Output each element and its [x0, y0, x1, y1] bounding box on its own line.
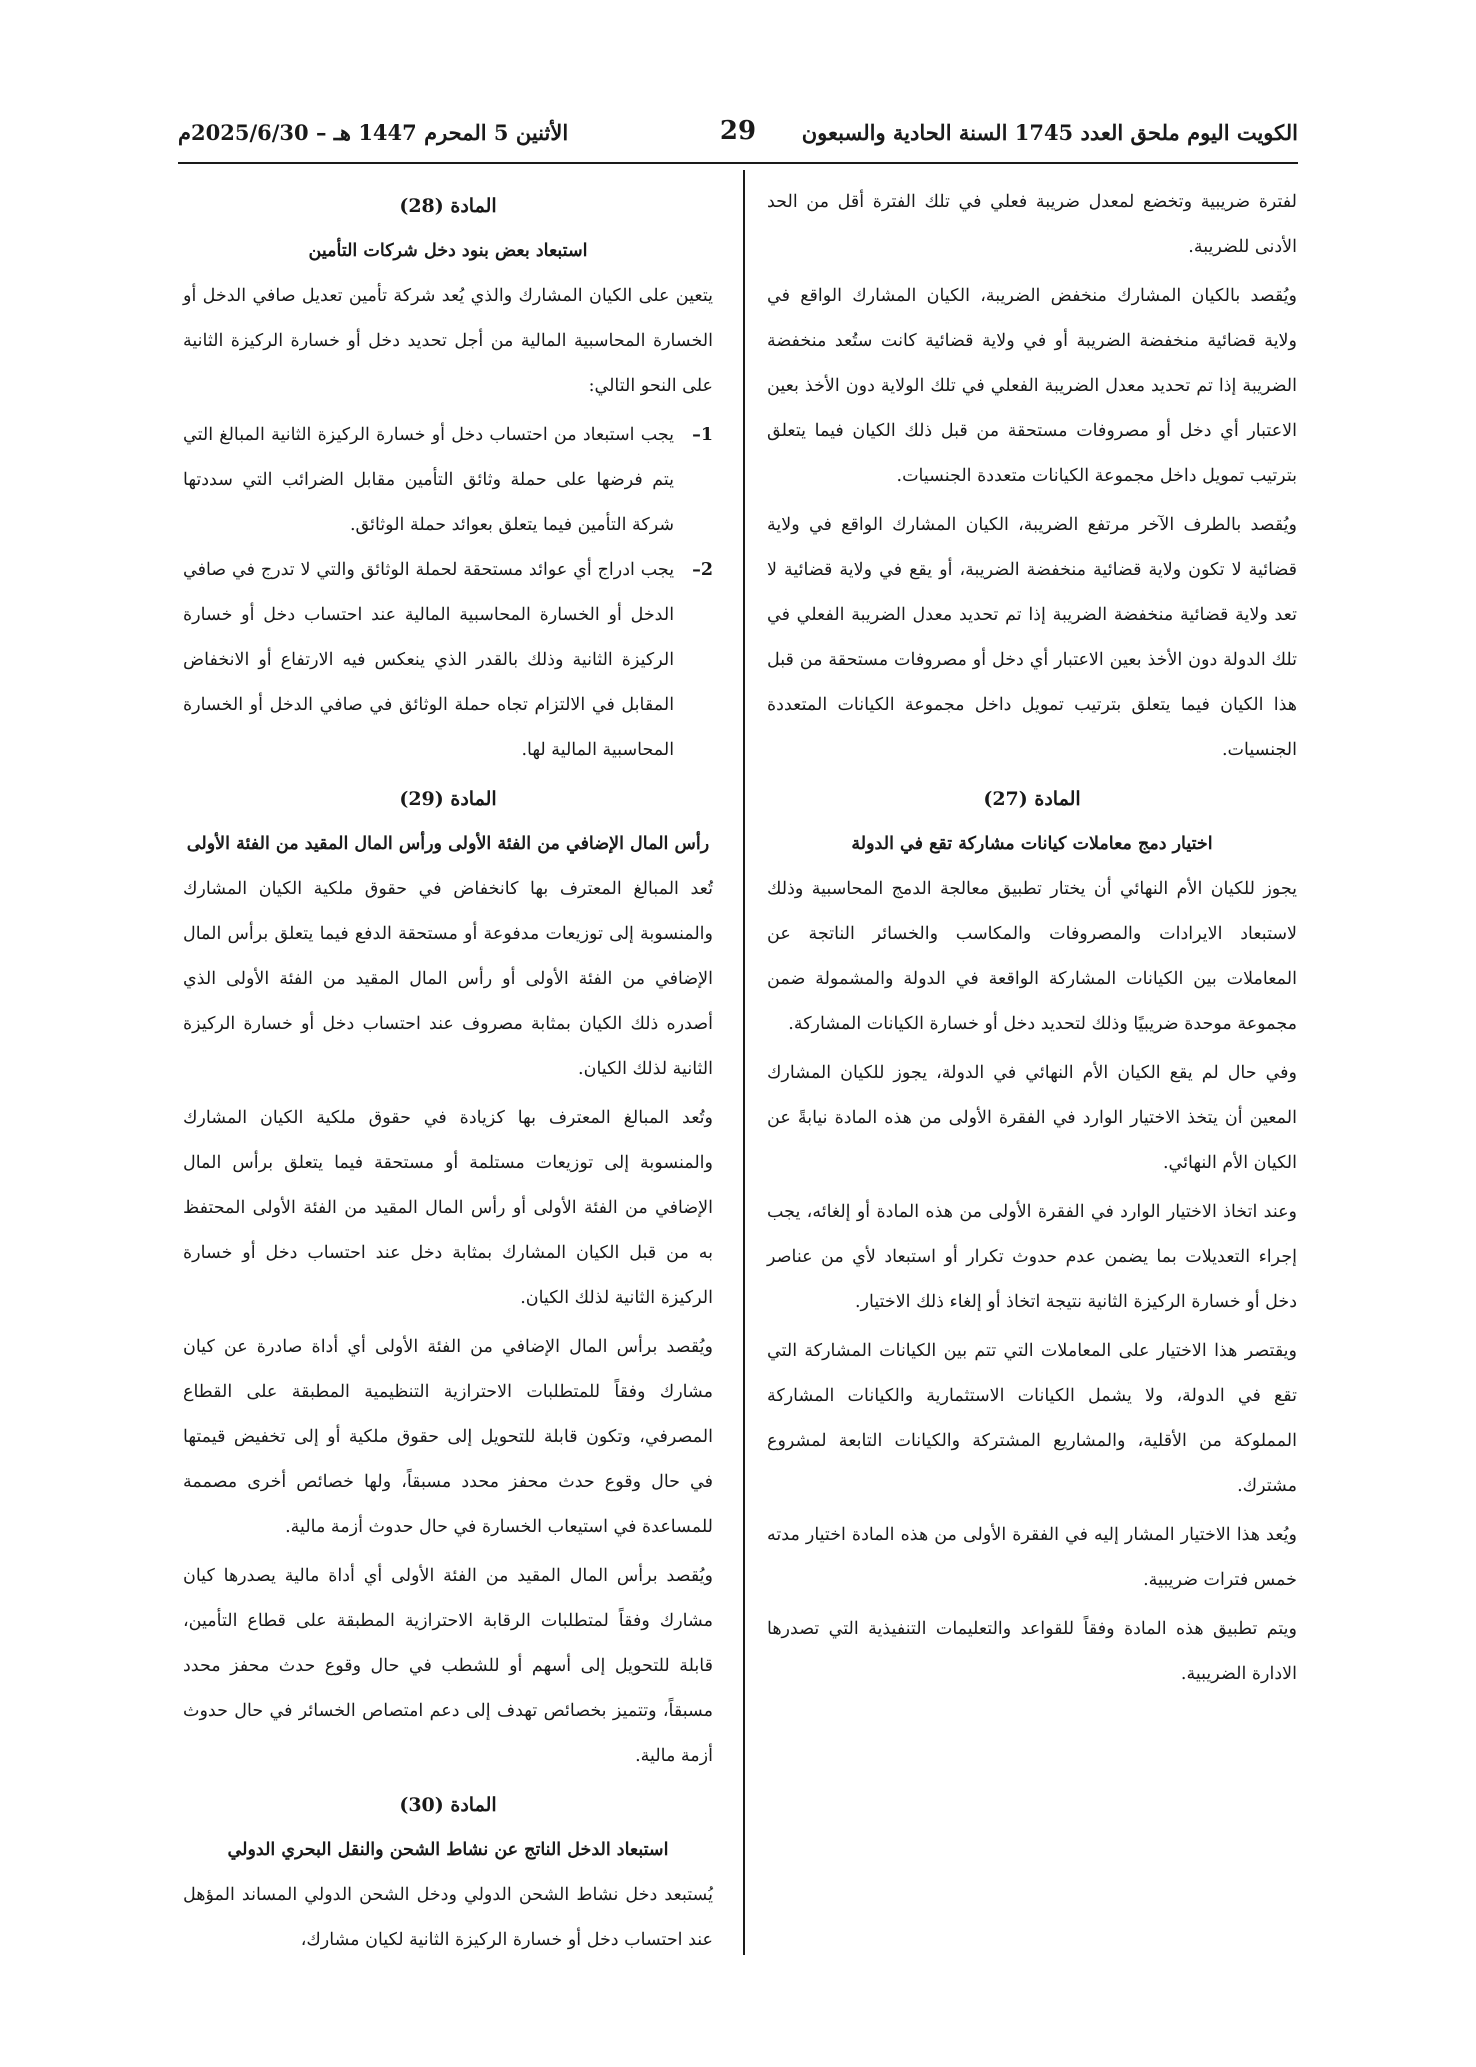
article-28-title: استبعاد بعض بنود دخل شركات التأمين: [308, 241, 588, 261]
paragraph: وعند اتخاذ الاختيار الوارد في الفقرة الأولى من هذه المادة أو إلغائه، يجب إجراء التعديلات بما يضمن عدم حدوث تكرار أو استبعاد لأي من عناصر دخل أو خسارة الركيزة الثانية نتيجة اتخاذ أو إلغاء ذلك الاختيار.: [767, 1202, 1297, 1312]
header-divider: [178, 162, 1298, 164]
article-29-heading: المادة (29): [399, 788, 497, 810]
gazette-issue-info: الكويت اليوم ملحق العدد 1745 السنة الحادية والسبعون: [801, 120, 1298, 145]
paragraph: ويُقصد برأس المال الإضافي من الفئة الأولى أي أداة صادرة عن كيان مشارك وفقاً للمتطلبات الاحترازية التنظيمية المطبقة على القطاع المصرفي، وتكون قابلة للتحويل إلى حقوق ملكية أو إلى تخفيض قيمتها في حال وقوع حدث محفز محدد مسبقاً، ولها خصائص أخرى مصممة للمساعدة في استيعاب الخسارة في حال حدوث أزمة مالية.: [183, 1337, 713, 1537]
article-27-title: اختيار دمج معاملات كيانات مشاركة تقع في الدولة: [851, 834, 1213, 854]
page-header: [178, 112, 1298, 162]
paragraph: ويُقصد بالكيان المشارك منخفض الضريبة، الكيان المشارك الواقع في ولاية قضائية منخفضة الضريبة أو في ولاية قضائية كانت ستُعد منخفضة الضريبة إذا تم تحديد معدل الضريبة الفعلي في تلك الولاية دون الأخذ بعين الاعتبار أي دخل أو مصروفات مستحقة من قبل ذلك الكيان فيما يتعلق بترتيب تمويل داخل مجموعة الكيانات متعددة الجنسيات.: [767, 286, 1297, 486]
list-item-number: 2–: [692, 560, 713, 580]
paragraph: لفترة ضريبية وتخضع لمعدل ضريبة فعلي في تلك الفترة أقل من الحد الأدنى للضريبة.: [767, 192, 1297, 257]
list-item: [183, 548, 713, 773]
paragraph: يجوز للكيان الأم النهائي أن يختار تطبيق معالجة الدمج المحاسبية وذلك لاستبعاد الايرادات والمصروفات والمكاسب والخسائر الناتجة عن المعاملات بين الكيانات المشاركة الواقعة في الدولة والمشمولة ضمن مجموعة موحدة ضريبيًا وذلك لتحديد دخل أو خسارة الكيانات المشاركة.: [767, 879, 1297, 1034]
article-28-heading: المادة (28): [399, 195, 497, 217]
left-column: [183, 180, 713, 1967]
right-column: [767, 180, 1297, 1701]
paragraph: يتعين على الكيان المشارك والذي يُعد شركة تأمين تعديل صافي الدخل أو الخسارة المحاسبية المالية من أجل تحديد دخل أو خسارة الركيزة الثانية على النحو التالي:: [183, 286, 713, 396]
list-item: [183, 413, 713, 548]
article-30-heading: المادة (30): [399, 1794, 497, 1816]
list-item-number: 1–: [692, 425, 713, 445]
page-number: 29: [719, 116, 757, 146]
article-30-title: استبعاد الدخل الناتج عن نشاط الشحن والنقل البحري الدولي: [227, 1840, 669, 1860]
paragraph: ويتم تطبيق هذه المادة وفقاً للقواعد والتعليمات التنفيذية التي تصدرها الادارة الضريبية.: [767, 1619, 1297, 1684]
paragraph: يُستبعد دخل نشاط الشحن الدولي ودخل الشحن الدولي المساند المؤهل عند احتساب دخل أو خسارة الركيزة الثانية لكيان مشارك،: [183, 1885, 713, 1950]
paragraph: ويُقصد برأس المال المقيد من الفئة الأولى أي أداة مالية يصدرها كيان مشارك وفقاً لمتطلبات الرقابة الاحترازية المطبقة على قطاع التأمين، قابلة للتحويل إلى أسهم أو للشطب في حال وقوع حدث محفز محدد مسبقاً، وتتميز بخصائص تهدف إلى دعم امتصاص الخسائر في حال حدوث أزمة مالية.: [183, 1566, 713, 1766]
paragraph: ويقتصر هذا الاختيار على المعاملات التي تتم بين الكيانات المشاركة التي تقع في الدولة، ولا يشمل الكيانات الاستثمارية والكيانات المشاركة المملوكة من الأقلية، والمشاريع المشتركة والكيانات التابعة لمشروع مشترك.: [767, 1341, 1297, 1496]
list-item-text: يجب ادراج أي عوائد مستحقة لحملة الوثائق والتي لا تدرج في صافي الدخل أو الخسارة المحاسبية المالية عند احتساب دخل أو خسارة الركيزة الثانية وذلك بالقدر الذي ينعكس فيه الارتفاع أو الانخفاض المقابل في الالتزام تجاه حملة الوثائق في صافي الدخل أو الخسارة المحاسبية المالية لها.: [183, 560, 675, 760]
paragraph: وتُعد المبالغ المعترف بها كزيادة في حقوق ملكية الكيان المشارك والمنسوبة إلى توزيعات مستلمة أو مستحقة فيما يتعلق برأس المال الإضافي من الفئة الأولى أو رأس المال المقيد من الفئة الأولى المحتفظ به من قبل الكيان المشارك بمثابة دخل عند احتساب دخل أو خسارة الركيزة الثانية لذلك الكيان.: [183, 1108, 713, 1308]
paragraph: وفي حال لم يقع الكيان الأم النهائي في الدولة، يجوز للكيان المشارك المعين أن يتخذ الاختيار الوارد في الفقرة الأولى من هذه المادة نيابةً عن الكيان الأم النهائي.: [767, 1063, 1297, 1173]
list-item-text: يجب استبعاد من احتساب دخل أو خسارة الركيزة الثانية المبالغ التي يتم فرضها على حملة وثائق التأمين مقابل الضرائب التي سددتها شركة التأمين فيما يتعلق بعوائد حملة الوثائق.: [183, 425, 675, 535]
paragraph: ويُقصد بالطرف الآخر مرتفع الضريبة، الكيان المشارك الواقع في ولاية قضائية لا تكون ولاية قضائية منخفضة الضريبة، أو يقع في ولاية قضائية لا تعد ولاية قضائية منخفضة الضريبة إذا تم تحديد معدل الضريبة الفعلي في تلك الدولة دون الأخذ بعين الاعتبار أي دخل أو مصروفات مستحقة من قبل هذا الكيان فيما يتعلق بترتيب تمويل داخل مجموعة الكيانات المتعددة الجنسيات.: [767, 515, 1297, 760]
paragraph: تُعد المبالغ المعترف بها كانخفاض في حقوق ملكية الكيان المشارك والمنسوبة إلى توزيعات مدفوعة أو مستحقة الدفع فيما يتعلق برأس المال الإضافي من الفئة الأولى أو رأس المال المقيد من الفئة الأولى الذي أصدره ذلك الكيان بمثابة مصروف عند احتساب دخل أو خسارة الركيزة الثانية لذلك الكيان.: [183, 879, 713, 1079]
paragraph: ويُعد هذا الاختيار المشار إليه في الفقرة الأولى من هذه المادة اختيار مدته خمس فترات ضريبية.: [767, 1525, 1297, 1590]
issue-date: الأثنين 5 المحرم 1447 هـ – 2025/6/30م: [178, 120, 569, 145]
article-27-heading: المادة (27): [983, 788, 1081, 810]
article-29-title: رأس المال الإضافي من الفئة الأولى ورأس المال المقيد من الفئة الأولى: [186, 834, 710, 854]
column-divider: [743, 170, 745, 1955]
